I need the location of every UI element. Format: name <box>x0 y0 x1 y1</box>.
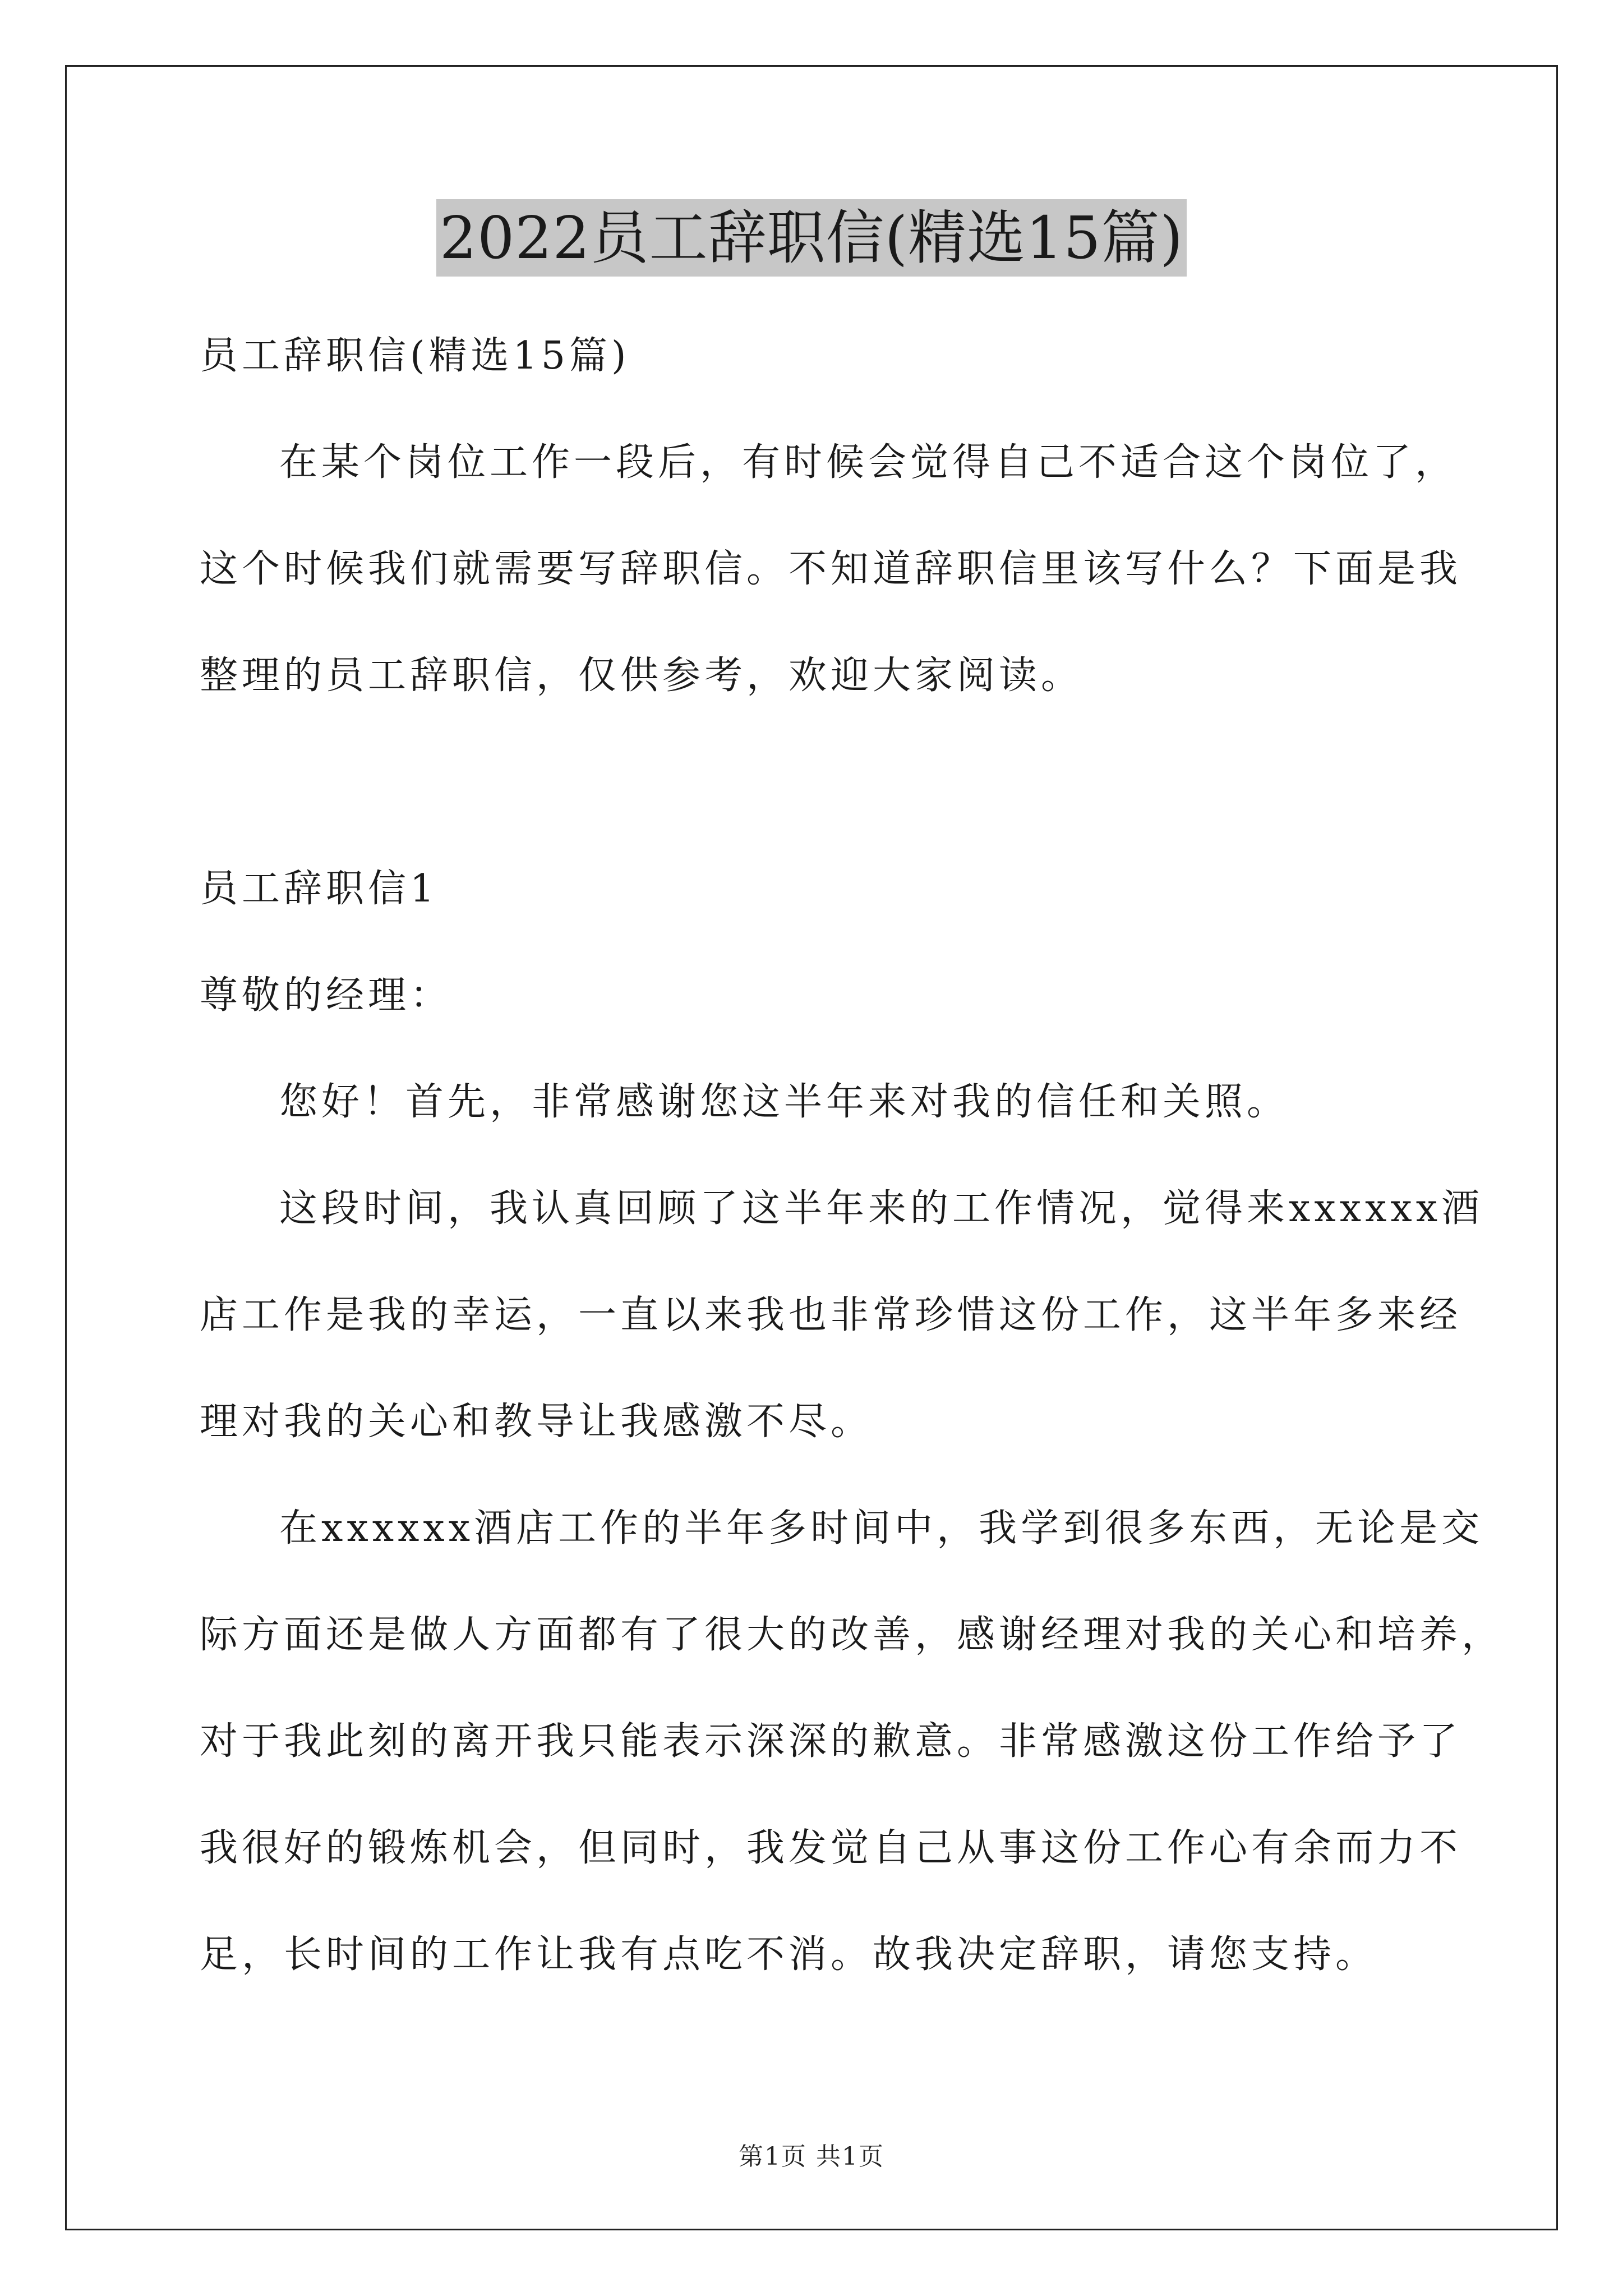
intro-line-2: 这个时候我们就需要写辞职信。不知道辞职信里该写什么？下面是我 <box>200 547 1462 591</box>
blank-line <box>200 729 1433 836</box>
paragraph-3-line-5: 足，长时间的工作让我有点吃不消。故我决定辞职，请您支持。 <box>200 1932 1378 1977</box>
paragraph-2-line-2: 店工作是我的幸运，一直以来我也非常珍惜这份工作，这半年多来经 <box>200 1293 1462 1337</box>
title-container <box>0 199 1623 277</box>
document-subtitle: 员工辞职信(精选15篇) <box>200 334 630 378</box>
page-footer: 第1页 共1页 <box>739 2142 884 2171</box>
paragraph-3-line-1: 在xxxxxx酒店工作的半年多时间中，我学到很多东西，无论是交 <box>279 1506 1484 1550</box>
salutation: 尊敬的经理： <box>200 973 453 1018</box>
document-title: 2022员工辞职信(精选15篇) <box>436 199 1187 277</box>
document-body <box>200 303 1504 2008</box>
paragraph-1: 您好！首先，非常感谢您这半年来对我的信任和关照。 <box>279 1080 1289 1124</box>
paragraph-3-line-4: 我很好的锻炼机会，但同时，我发觉自己从事这份工作心有余而力不 <box>200 1826 1462 1870</box>
paragraph-3-line-2: 际方面还是做人方面都有了很大的改善，感谢经理对我的关心和培养， <box>200 1613 1504 1657</box>
paragraph-2-line-3: 理对我的关心和教导让我感激不尽。 <box>200 1400 873 1444</box>
paragraph-2-line-1: 这段时间，我认真回顾了这半年来的工作情况，觉得来xxxxxx酒 <box>279 1186 1484 1231</box>
intro-line-1: 在某个岗位工作一段后，有时候会觉得自己不适合这个岗位了， <box>279 440 1458 485</box>
paragraph-3-line-3: 对于我此刻的离开我只能表示深深的歉意。非常感激这份工作给予了 <box>200 1719 1462 1764</box>
intro-line-3: 整理的员工辞职信，仅供参考，欢迎大家阅读。 <box>200 654 1083 698</box>
section-heading: 员工辞职信1 <box>200 867 439 911</box>
